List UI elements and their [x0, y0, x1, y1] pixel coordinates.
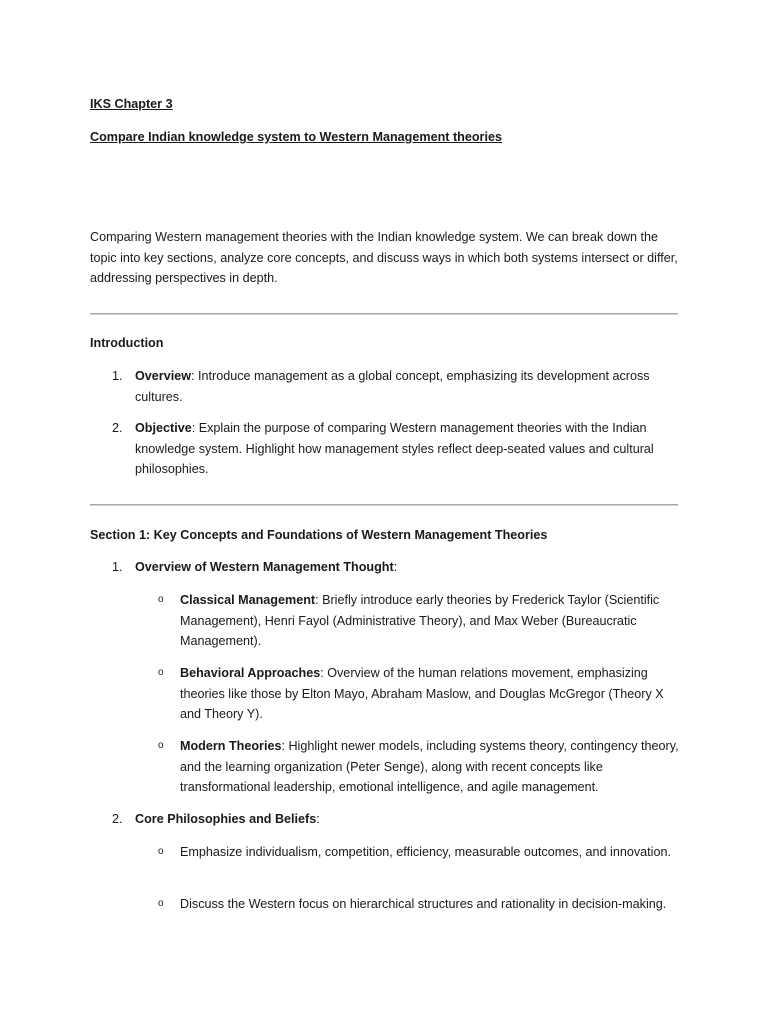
- list-number: 2.: [112, 812, 123, 826]
- bullet-text: [180, 842, 680, 863]
- bullet-label: Classical Management: [180, 593, 316, 607]
- bullet-body: : Highlight newer models, including systems theory, contingency theory, and the learning organization (Peter Senge), along with recent concepts like transformational leadership, emotional intelligence, and agile management.: [180, 739, 679, 794]
- document-subtitle: Compare Indian knowledge system to Western Management theories: [90, 130, 502, 144]
- bullet-label: Behavioral Approaches: [180, 666, 321, 680]
- bullet-body: : Overview of the human relations movement, emphasizing theories like those by Elton Mayo, Abraham Maslow, and Douglas McGregor (Theory X and Theory Y).: [180, 666, 664, 721]
- list-text: [135, 418, 680, 480]
- list-number: 1.: [112, 560, 123, 574]
- document-title: IKS Chapter 3: [90, 97, 173, 111]
- bullet-label: Modern Theories: [180, 739, 282, 753]
- horizontal-rule: [90, 313, 678, 315]
- bullet-marker: o: [158, 740, 164, 751]
- list-body: : Explain the purpose of comparing Western management theories with the Indian knowledge system. Highlight how management styles reflect deep-seated values and cultural philosophies.: [135, 421, 654, 476]
- list-label: Objective: [135, 421, 192, 435]
- list-body: : Introduce management as a global concept, emphasizing its development across cultures.: [135, 369, 650, 404]
- list-number: 1.: [112, 369, 123, 383]
- bullet-marker: o: [158, 594, 164, 605]
- horizontal-rule: [90, 504, 678, 506]
- intro-paragraph: Comparing Western management theories with the Indian knowledge system. We can break down the topic into key sections, analyze core concepts, and discuss ways in which both systems intersect or differ, addressing perspectives in depth.: [90, 230, 678, 285]
- bullet-text: [180, 590, 680, 652]
- bullet-body: : Briefly introduce early theories by Frederick Taylor (Scientific Management), Henri Fayol (Administrative Theory), and Max Weber (Bureaucratic Management).: [180, 593, 660, 648]
- bullet-text: [180, 663, 680, 725]
- list-number: 2.: [112, 421, 123, 435]
- list-body: :: [393, 560, 398, 574]
- list-label: Core Philosophies and Beliefs: [135, 812, 317, 826]
- list-body: :: [316, 812, 320, 826]
- bullet-body: Emphasize individualism, competition, efficiency, measurable outcomes, and innovation.: [180, 845, 671, 859]
- list-text: [135, 557, 680, 578]
- section-heading-section1: Section 1: Key Concepts and Foundations of Western Management Theories: [90, 528, 548, 542]
- list-text: [135, 809, 680, 830]
- list-text: [135, 366, 680, 407]
- bullet-body: Discuss the Western focus on hierarchical structures and rationality in decision-making.: [180, 897, 667, 911]
- bullet-text: [180, 894, 680, 915]
- bullet-marker: o: [158, 667, 164, 678]
- bullet-text: [180, 736, 680, 798]
- list-label: Overview of Western Management Thought: [135, 560, 394, 574]
- bullet-marker: o: [158, 846, 164, 857]
- bullet-marker: o: [158, 898, 164, 909]
- list-label: Overview: [135, 369, 192, 383]
- section-heading-introduction: Introduction: [90, 336, 164, 350]
